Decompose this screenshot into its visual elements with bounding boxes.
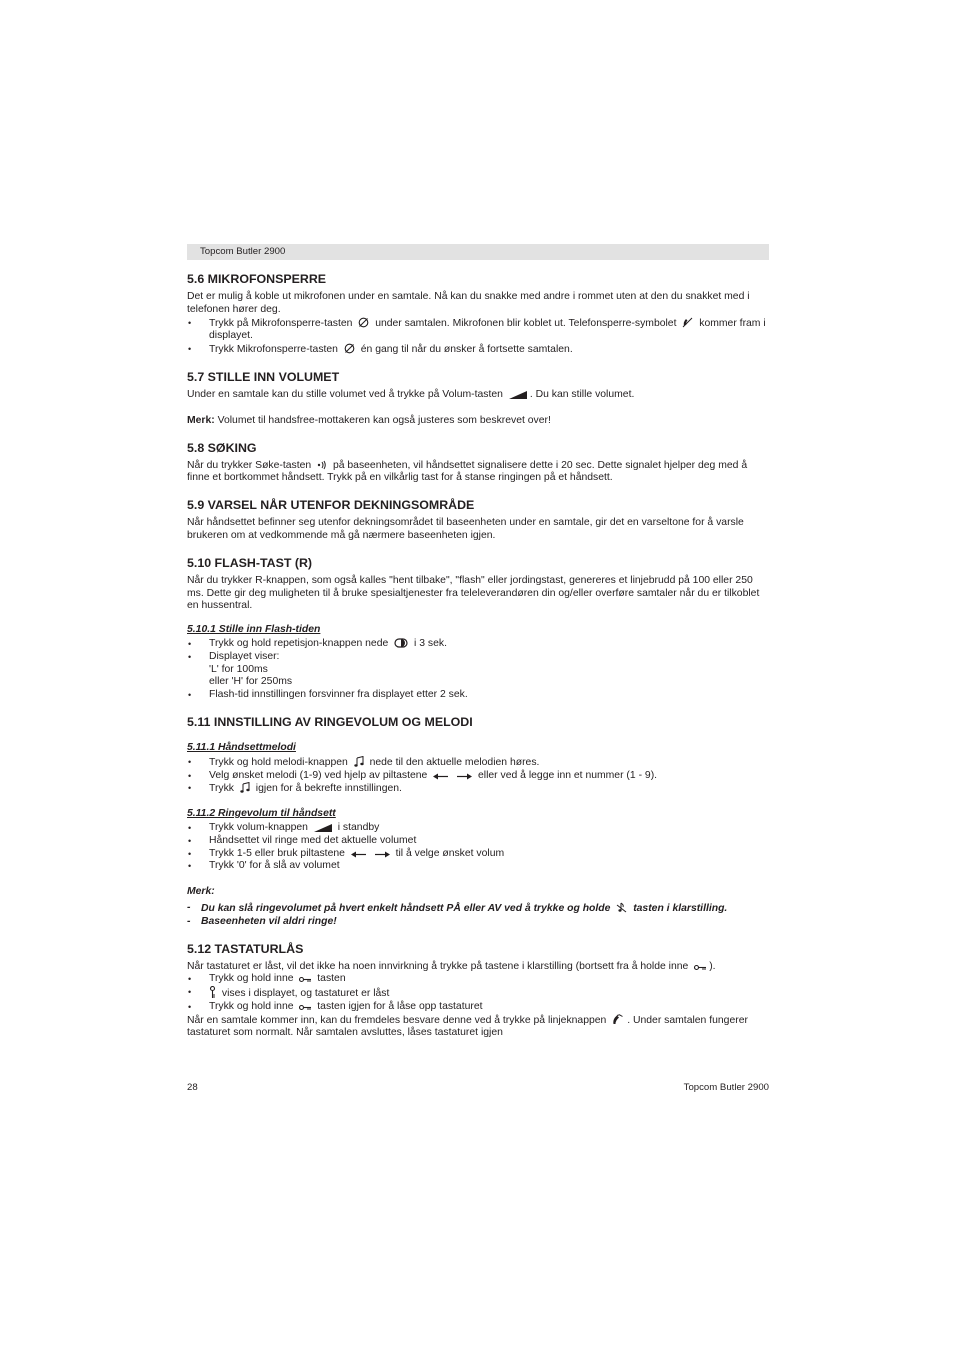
section-title: 5.11 INNSTILLING AV RINGEVOLUM OG MELODI <box>187 714 473 729</box>
text: Trykk '0' for å slå av volumet <box>209 860 340 872</box>
text: Velg ønsket melodi (1-9) ved hjelp av piltastene <box>209 769 428 781</box>
note <box>187 415 769 428</box>
section-title: 5.12 TASTATURLÅS <box>187 941 304 956</box>
text: igjen for å bekrefte innstillingen. <box>255 783 402 795</box>
text: til å velge ønsket volum <box>395 847 505 859</box>
mute-key-icon <box>344 343 355 354</box>
text: ). <box>709 960 716 972</box>
text: . Under samtalen fungerer tastaturet som normalt. Når samtalen avsluttes, låses tastaturet igjen <box>187 1014 748 1039</box>
section-title: 5.9 VARSEL NÅR UTENFOR DEKNINGSOMRÅDE <box>187 498 475 513</box>
note-item <box>187 902 769 916</box>
list-item <box>187 689 769 702</box>
section-5-10 <box>187 556 769 702</box>
key-icon <box>299 976 311 983</box>
arrow-right-icon <box>375 851 390 858</box>
page-number: 28 <box>187 1082 198 1093</box>
mute-key-icon <box>358 317 369 328</box>
list-item <box>187 835 769 848</box>
subsection-title: 5.11.2 Ringevolum til håndsett <box>187 808 336 820</box>
list-item <box>187 756 769 770</box>
text: kommer fram i displayet. <box>209 317 766 342</box>
section-title: 5.8 SØKING <box>187 440 257 455</box>
paragraph: Det er mulig å koble ut mikrofonen under en samtale. Nå kan du snakke med andre i rommet uten at den du snakket med i telefonen hører deg. <box>187 291 750 315</box>
text: på baseenheten, vil håndsettet signalisere dette i 20 sec. Dette signalet hjelper deg med å finne et bortkommet håndsett. Trykk på en vilkårlig tast for å stanse ringingen på et håndsett. <box>187 459 748 484</box>
text: tasten i klarstilling. <box>633 902 728 914</box>
text: Når en samtale kommer inn, kan du fremdeles besvare denne ved å trykke på linjeknappen <box>187 1014 607 1026</box>
text: . Du kan stille volumet. <box>529 388 635 400</box>
list-item <box>187 782 769 796</box>
section-title: 5.7 STILLE INN VOLUMET <box>187 369 340 384</box>
text: Når tastaturet er låst, vil det ikke ha noen innvirkning å trykke på tastene i klarstilling (bortsett fra å holde inne <box>187 960 689 972</box>
paging-key-icon <box>317 460 327 470</box>
section-5-12 <box>187 942 769 1041</box>
list-item <box>187 973 769 986</box>
text: Trykk og hold repetisjon-knappen nede <box>209 637 389 649</box>
text: i standby <box>337 821 380 833</box>
text: Trykk og hold inne <box>209 1000 294 1012</box>
text: Trykk og hold melodi-knappen <box>209 756 348 768</box>
text: Trykk <box>209 783 235 795</box>
arrow-right-icon <box>457 773 472 780</box>
text: tasten <box>317 973 346 985</box>
list-item <box>187 860 769 873</box>
paragraph <box>187 460 769 486</box>
text: Displayet viser: <box>209 650 280 662</box>
text: nede til den aktuelle melodien høres. <box>369 756 540 768</box>
text: vises i displayet, og tastaturet er låst <box>221 988 390 1000</box>
text: Trykk 1-5 eller bruk piltastene <box>209 847 345 859</box>
list-item <box>187 770 769 783</box>
text: Trykk på Mikrofonsperre-tasten <box>209 317 353 329</box>
ringer-off-icon <box>616 902 627 913</box>
paragraph <box>187 389 769 402</box>
melody-key-icon <box>240 782 250 793</box>
line-key-icon <box>612 1014 624 1025</box>
arrow-left-icon <box>351 851 366 858</box>
list-item-continuation <box>187 676 769 689</box>
paragraph <box>187 1014 769 1041</box>
section-5-9 <box>187 498 769 543</box>
section-title: 5.10 FLASH-TAST (R) <box>187 555 313 570</box>
text: tasten igjen for å låse opp tastaturet <box>317 1000 483 1012</box>
volume-key-icon <box>509 391 527 399</box>
list-item <box>187 1001 769 1014</box>
text: Trykk og hold inne <box>209 973 294 985</box>
list-item <box>187 651 769 664</box>
text: Du kan slå ringevolumet på hvert enkelt håndsett PÅ eller AV ved å trykke og holde <box>201 902 611 914</box>
text: 'L' for 100ms <box>209 663 268 675</box>
note-label: Merk: <box>187 886 215 898</box>
key-icon <box>694 964 706 971</box>
list-item <box>187 848 769 861</box>
text: i 3 sek. <box>414 637 447 649</box>
text: Under en samtale kan du stille volumet ved å trykke på Volum-tasten <box>187 388 503 400</box>
list-item <box>187 822 769 835</box>
section-title: 5.6 MIKROFONSPERRE <box>187 272 327 286</box>
mute-symbol-icon <box>682 317 693 328</box>
header-title: Topcom Butler 2900 <box>200 246 286 257</box>
text: én gang til når du ønsker å fortsette samtalen. <box>360 344 573 356</box>
melody-key-icon <box>354 756 364 767</box>
volume-key-icon <box>314 824 332 832</box>
list-item <box>187 317 769 344</box>
section-5-7 <box>187 370 769 428</box>
subsection-title: 5.10.1 Stille inn Flash-tiden <box>187 624 321 636</box>
section-5-11 <box>187 715 769 929</box>
text: Baseenheten vil aldri ringe! <box>201 915 337 927</box>
key-icon <box>299 1004 311 1011</box>
text: Trykk Mikrofonsperre-tasten <box>209 344 338 356</box>
subsection-title: 5.11.1 Håndsettmelodi <box>187 741 296 753</box>
list-item <box>187 638 769 651</box>
text: Når du trykker Søke-tasten <box>187 459 312 471</box>
list-item-continuation <box>187 664 769 677</box>
text: under samtalen. Mikrofonen blir koblet ut. Telefonsperre-symbolet <box>375 317 677 329</box>
text: eller ved å legge inn et nummer (1 - 9). <box>478 769 658 781</box>
list-item <box>187 343 769 357</box>
footer-product: Topcom Butler 2900 <box>683 1082 769 1093</box>
page-header-bar <box>187 244 769 260</box>
text: Trykk volum-knappen <box>209 821 308 833</box>
section-5-8 <box>187 441 769 486</box>
note-label: Merk: <box>187 414 215 426</box>
text: Volumet til handsfree-mottakeren kan også justeres som beskrevet over! <box>217 414 551 426</box>
page-content <box>187 272 769 1053</box>
section-5-6 <box>187 272 769 357</box>
text: Flash-tid innstillingen forsvinner fra displayet etter 2 sek. <box>209 689 468 701</box>
note-item <box>187 916 769 929</box>
keylock-symbol-icon <box>209 986 216 998</box>
paragraph <box>187 961 769 974</box>
redial-key-icon <box>394 638 408 648</box>
text: eller 'H' for 250ms <box>209 676 293 688</box>
arrow-left-icon <box>433 773 448 780</box>
text: Håndsettet vil ringe med det aktuelle volumet <box>209 834 417 846</box>
list-item <box>187 986 769 1001</box>
paragraph: Når du trykker R-knappen, som også kalles "hent tilbake", "flash" eller jordingstast, genereres et linjebrudd på 100 eller 250 ms. Dette gir deg muligheten til å bruke spesialtjenester fra teleleverandøren din og/eller overføre samtaler når du er tilkoblet en hussentral. <box>187 574 760 612</box>
paragraph: Når håndsettet befinner seg utenfor dekningsområdet til baseenheten under en samtale, gir det en varseltone for å varsle brukeren om at vedkommende må gå nærmere baseenheten igjen. <box>187 517 744 541</box>
